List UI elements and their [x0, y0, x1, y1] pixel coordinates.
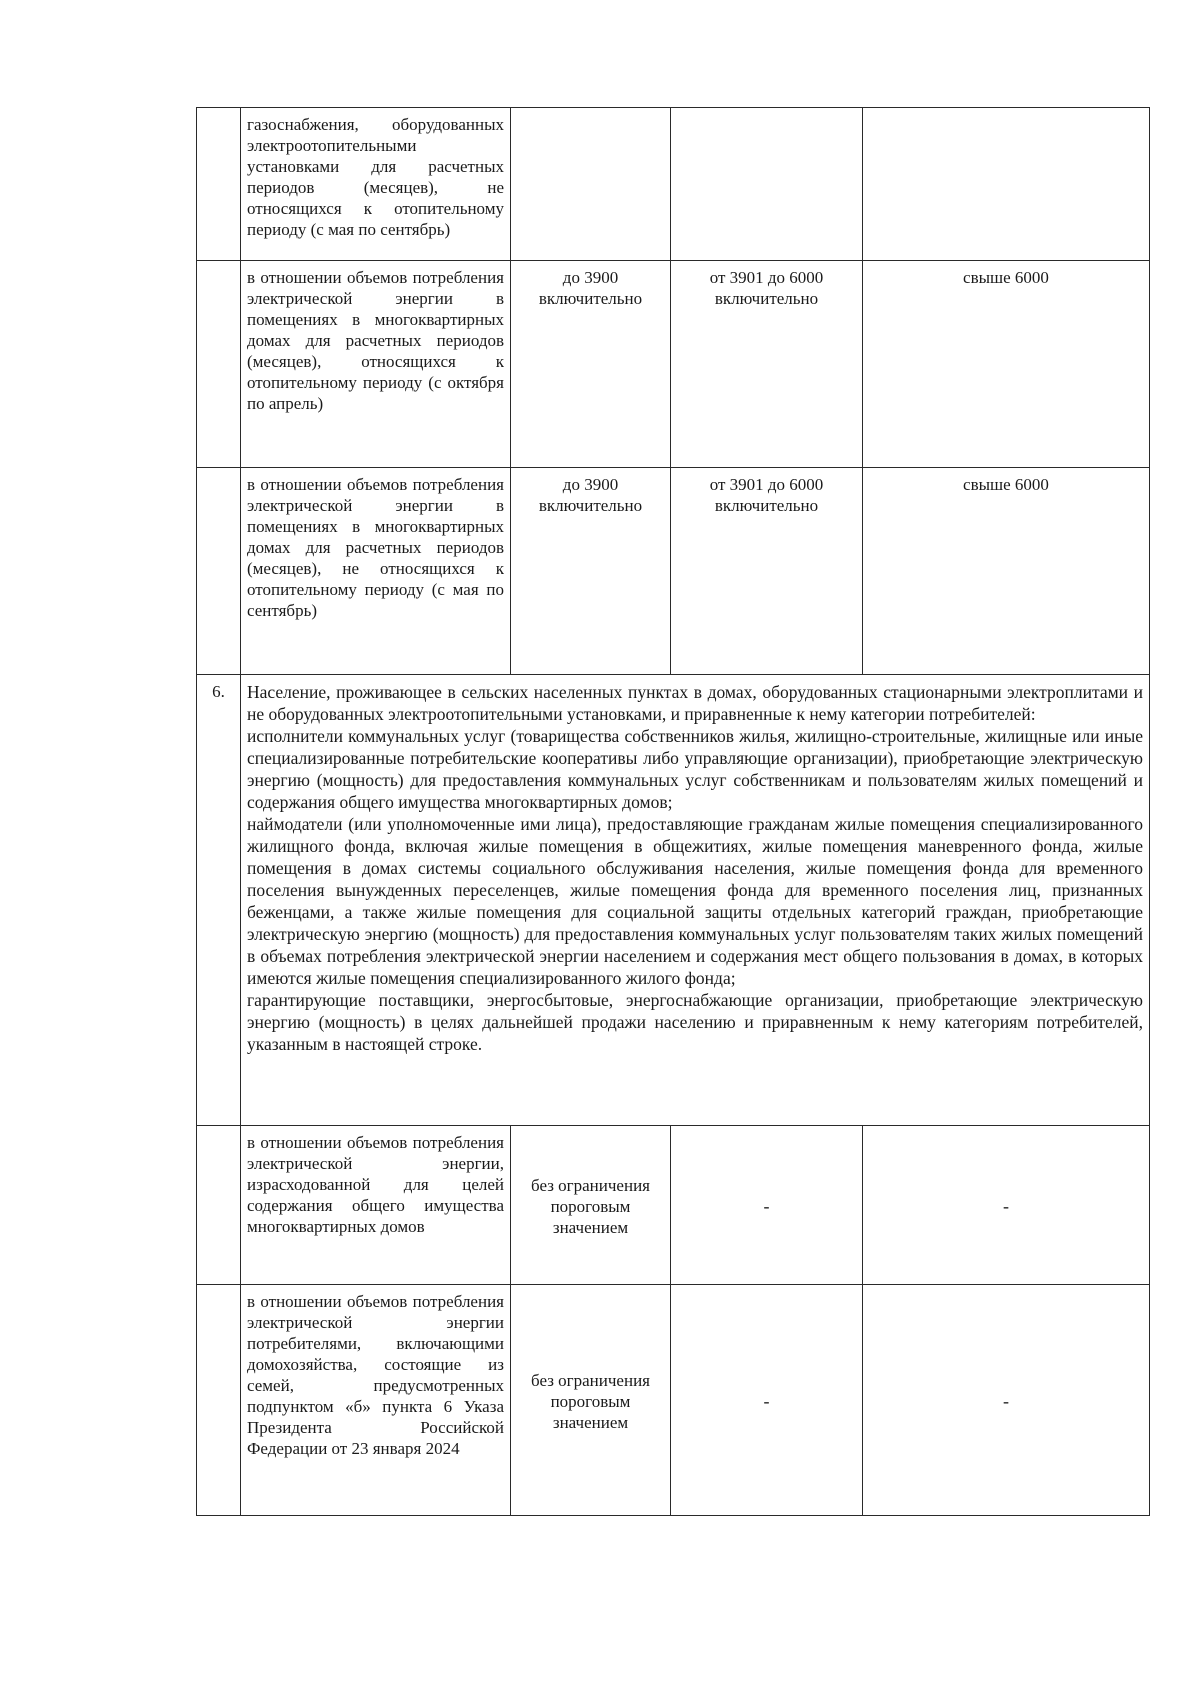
row-number — [197, 468, 241, 675]
threshold-third: свыше 6000 — [863, 261, 1150, 468]
threshold-first: до 3900 включительно — [511, 468, 671, 675]
row-description: в отношении объемов потребления электрической энергии потребителями, включающими домохозяйства, состоящие из семей, предусмотренных подпунктом «б» пункта 6 Указа Президента Российской Федерации от 23 января 2024 — [241, 1285, 511, 1516]
threshold-second: от 3901 до 6000 включительно — [671, 261, 863, 468]
threshold-first — [511, 108, 671, 261]
section-number: 6. — [197, 675, 241, 1126]
row-description: в отношении объемов потребления электрической энергии, израсходованной для целей содержания общего имущества многоквартирных домов — [241, 1126, 511, 1285]
threshold-second: от 3901 до 6000 включительно — [671, 468, 863, 675]
section-paragraph: наймодатели (или уполномоченные ими лица), предоставляющие гражданам жилые помещения специализированного жилищного фонда, включая жилые помещения в общежитиях, жилые помещения маневренного фонда, жилые помещения в домах системы социального обслуживания населения, жилые помещения фонда для временного поселения вынужденных переселенцев, жилые помещения фонда для временного поселения лиц, признанных беженцами, а также жилые помещения для социальной защиты отдельных категорий граждан, приобретающие электрическую энергию (мощность) для предоставления коммунальных услуг пользователям таких жилых помещений в объемах потребления электрической энергии населением и содержания мест общего пользования в домах, в которых имеются жилые помещения специализированного жилого фонда; — [247, 814, 1143, 988]
row-description: в отношении объемов потребления электрической энергии в помещениях в многоквартирных домах для расчетных периодов (месяцев), не относящихся к отопительному периоду (с мая по сентябрь) — [241, 468, 511, 675]
threshold-third: свыше 6000 — [863, 468, 1150, 675]
row-number — [197, 108, 241, 261]
threshold-second: - — [671, 1285, 863, 1516]
threshold-first: без ограничения пороговым значением — [511, 1126, 671, 1285]
row-description: газоснабжения, оборудованных электроотопительными установками для расчетных периодов (месяцев), не относящихся к отопительному периоду (с мая по сентябрь) — [241, 108, 511, 261]
section-6-text — [241, 675, 1150, 1126]
row-description: в отношении объемов потребления электрической энергии в помещениях в многоквартирных домах для расчетных периодов (месяцев), относящихся к отопительному периоду (с октября по апрель) — [241, 261, 511, 468]
section-6-row — [197, 675, 1150, 1126]
threshold-second — [671, 108, 863, 261]
row-number — [197, 1285, 241, 1516]
section-paragraph: гарантирующие поставщики, энергосбытовые, энергоснабжающие организации, приобретающие электрическую энергию (мощность) в целях дальнейшей продажи населению и приравненным к нему категориям потребителей, указанным в настоящей строке. — [247, 990, 1143, 1054]
threshold-first: до 3900 включительно — [511, 261, 671, 468]
table-row — [197, 108, 1150, 261]
section-paragraph: Население, проживающее в сельских населенных пунктах в домах, оборудованных стационарными электроплитами и не оборудованных электроотопительными установками, и приравненные к нему категории потребителей: — [247, 682, 1143, 724]
table-row — [197, 1285, 1150, 1516]
section-paragraph: исполнители коммунальных услуг (товарищества собственников жилья, жилищно-строительные, жилищные или иные специализированные потребительские кооперативы либо управляющие организации), приобретающие электрическую энергию (мощность) для предоставления коммунальных услуг собственникам и пользователям жилых помещений и содержания общего имущества многоквартирных домов; — [247, 726, 1143, 812]
threshold-second: - — [671, 1126, 863, 1285]
tariff-threshold-table — [196, 107, 1150, 1516]
table-row — [197, 261, 1150, 468]
table-row — [197, 468, 1150, 675]
threshold-third: - — [863, 1126, 1150, 1285]
threshold-first: без ограничения пороговым значением — [511, 1285, 671, 1516]
threshold-third: - — [863, 1285, 1150, 1516]
row-number — [197, 261, 241, 468]
table-row — [197, 1126, 1150, 1285]
row-number — [197, 1126, 241, 1285]
threshold-third — [863, 108, 1150, 261]
